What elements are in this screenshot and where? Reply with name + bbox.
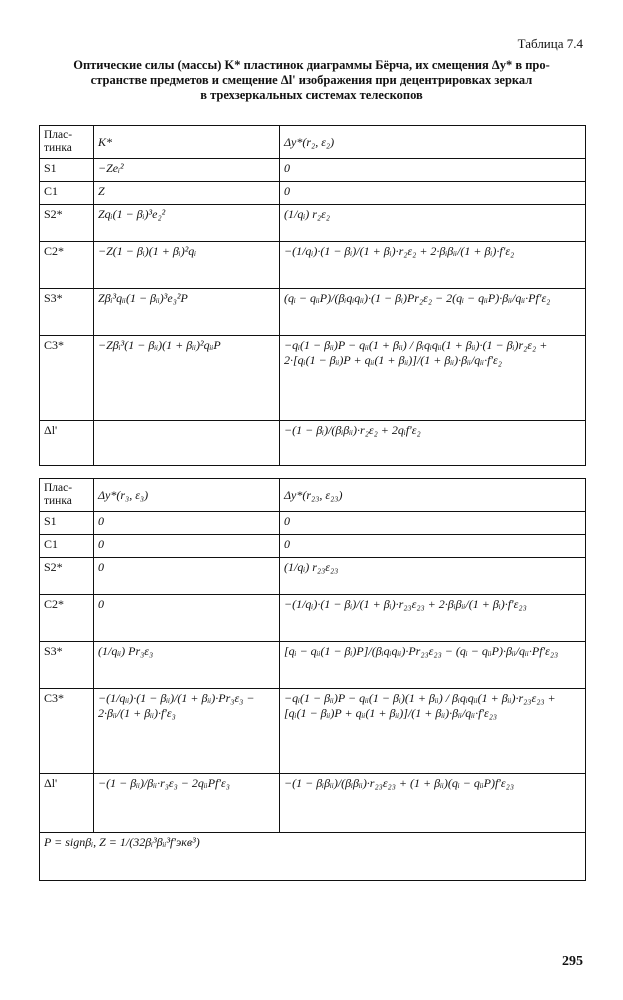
dy-r23-value: 0 <box>280 512 586 535</box>
dy-value: (1/qᵢ) r₂ε₂ <box>280 205 586 242</box>
plate-label: S2* <box>40 558 94 595</box>
plate-label: Δl' <box>40 421 94 466</box>
table-top <box>39 125 586 466</box>
table-row <box>40 242 586 289</box>
plate-label: C2* <box>40 595 94 642</box>
table-row <box>40 289 586 336</box>
plate-label: S1 <box>40 512 94 535</box>
table-caption <box>36 58 587 103</box>
dy-value: −(1 − βᵢ)/(βᵢβᵢᵢ)·r₂ε₂ + 2qᵢf′ε₂ <box>280 421 586 466</box>
k-value: −Z(1 − βᵢ)(1 + βᵢ)²qᵢ <box>94 242 280 289</box>
dy-r23-value: (1/qᵢ) r₂₃ε₂₃ <box>280 558 586 595</box>
dy-r3-value: −(1 − βᵢᵢ)/βᵢᵢ·r₃ε₃ − 2qᵢᵢPf′ε₃ <box>94 774 280 833</box>
dy-r3-value: 0 <box>94 558 280 595</box>
k-value: −Zβᵢ³(1 − βᵢᵢ)(1 + βᵢᵢ)²qᵢᵢP <box>94 336 280 421</box>
table-row <box>40 205 586 242</box>
dy-value: 0 <box>280 182 586 205</box>
plate-label: S3* <box>40 642 94 689</box>
header-plate: Плас- тинка <box>40 126 94 159</box>
table-row <box>40 535 586 558</box>
table-footnote: P = signβᵢ, Z = 1/(32βᵢ³βᵢᵢ³f′экв³) <box>40 833 586 881</box>
table-row <box>40 689 586 774</box>
plate-label: S2* <box>40 205 94 242</box>
caption-line-2: странстве предметов и смещение Δl' изображения при децентрировках зеркал <box>90 73 533 87</box>
plate-label: C3* <box>40 336 94 421</box>
plate-label: C1 <box>40 182 94 205</box>
plate-label: S1 <box>40 159 94 182</box>
table-row <box>40 595 586 642</box>
dy-value: −qᵢ(1 − βᵢᵢ)P − qᵢᵢ(1 + βᵢᵢ) / βᵢqᵢqᵢᵢ(1 + βᵢᵢ)·(1 − βᵢ)r₂ε₂ + 2·[qᵢ(1 − βᵢᵢ)P + qᵢᵢ(1 + βᵢᵢ)]/(1 + βᵢᵢ)·βᵢᵢ/qᵢᵢ·f′ε₂ <box>280 336 586 421</box>
k-value: Zβᵢ³qᵢᵢ(1 − βᵢᵢ)³e₃²P <box>94 289 280 336</box>
table-row <box>40 512 586 535</box>
k-value: Zqᵢ(1 − βᵢ)³e₂² <box>94 205 280 242</box>
dy-r23-value: −qᵢ(1 − βᵢᵢ)P − qᵢᵢ(1 − βᵢ)(1 + βᵢᵢ) / βᵢqᵢqᵢᵢ(1 + βᵢᵢ)·r₂₃ε₂₃ + [qᵢ(1 − βᵢᵢ)P + qᵢᵢ(1 + βᵢᵢ)]/(1 + βᵢᵢ)·βᵢᵢ/qᵢᵢ·f′ε₂₃ <box>280 689 586 774</box>
dy-r3-value: (1/qᵢᵢ) Pr₃ε₃ <box>94 642 280 689</box>
k-value <box>94 421 280 466</box>
table-bottom <box>39 478 586 881</box>
table-row <box>40 159 586 182</box>
caption-line-3: в трехзеркальных системах телескопов <box>200 88 423 102</box>
dy-r3-value: 0 <box>94 535 280 558</box>
table-row <box>40 642 586 689</box>
header-dy-r2: Δy*(r₂, ε₂) <box>280 126 586 159</box>
k-value: −Zeᵢ² <box>94 159 280 182</box>
dy-r23-value: −(1 − βᵢβᵢᵢ)/(βᵢβᵢᵢ)·r₂₃ε₂₃ + (1 + βᵢᵢ)(qᵢ − qᵢᵢP)f′ε₂₃ <box>280 774 586 833</box>
plate-label: Δl' <box>40 774 94 833</box>
dy-r23-value: [qᵢ − qᵢᵢ(1 − βᵢ)P]/(βᵢqᵢqᵢᵢ)·Pr₂₃ε₂₃ − (qᵢ − qᵢᵢP)·βᵢᵢ/qᵢᵢ·Pf′ε₂₃ <box>280 642 586 689</box>
plate-label: C2* <box>40 242 94 289</box>
table-number: Таблица 7.4 <box>517 36 583 51</box>
header-k: K* <box>94 126 280 159</box>
plate-label: S3* <box>40 289 94 336</box>
table-row <box>40 336 586 421</box>
caption-line-1: Оптические силы (массы) K* пластинок диаграммы Бёрча, их смещения Δy* в про- <box>73 58 550 72</box>
header-dy-r23: Δy*(r₂₃, ε₂₃) <box>280 479 586 512</box>
table-row <box>40 421 586 466</box>
header-plate: Плас- тинка <box>40 479 94 512</box>
table-row <box>40 774 586 833</box>
dy-r3-value: −(1/qᵢᵢ)·(1 − βᵢᵢ)/(1 + βᵢᵢ)·Pr₃ε₃ − 2·βᵢᵢ/(1 + βᵢᵢ)·f′ε₃ <box>94 689 280 774</box>
dy-value: −(1/qᵢ)·(1 − βᵢ)/(1 + βᵢ)·r₂ε₂ + 2·βᵢβᵢᵢ/(1 + βᵢ)·f′ε₂ <box>280 242 586 289</box>
dy-r23-value: 0 <box>280 535 586 558</box>
plate-label: C1 <box>40 535 94 558</box>
dy-r23-value: −(1/qᵢ)·(1 − βᵢ)/(1 + βᵢ)·r₂₃ε₂₃ + 2·βᵢβᵢᵢ/(1 + βᵢ)·f′ε₂₃ <box>280 595 586 642</box>
table-row <box>40 182 586 205</box>
dy-value: (qᵢ − qᵢᵢP)/(βᵢqᵢqᵢᵢ)·(1 − βᵢ)Pr₂ε₂ − 2(qᵢ − qᵢᵢP)·βᵢᵢ/qᵢᵢ·Pf′ε₂ <box>280 289 586 336</box>
page-number: 295 <box>562 954 583 969</box>
plate-label: C3* <box>40 689 94 774</box>
table-row <box>40 558 586 595</box>
dy-r3-value: 0 <box>94 595 280 642</box>
dy-r3-value: 0 <box>94 512 280 535</box>
header-dy-r3: Δy*(r₃, ε₃) <box>94 479 280 512</box>
k-value: Z <box>94 182 280 205</box>
dy-value: 0 <box>280 159 586 182</box>
